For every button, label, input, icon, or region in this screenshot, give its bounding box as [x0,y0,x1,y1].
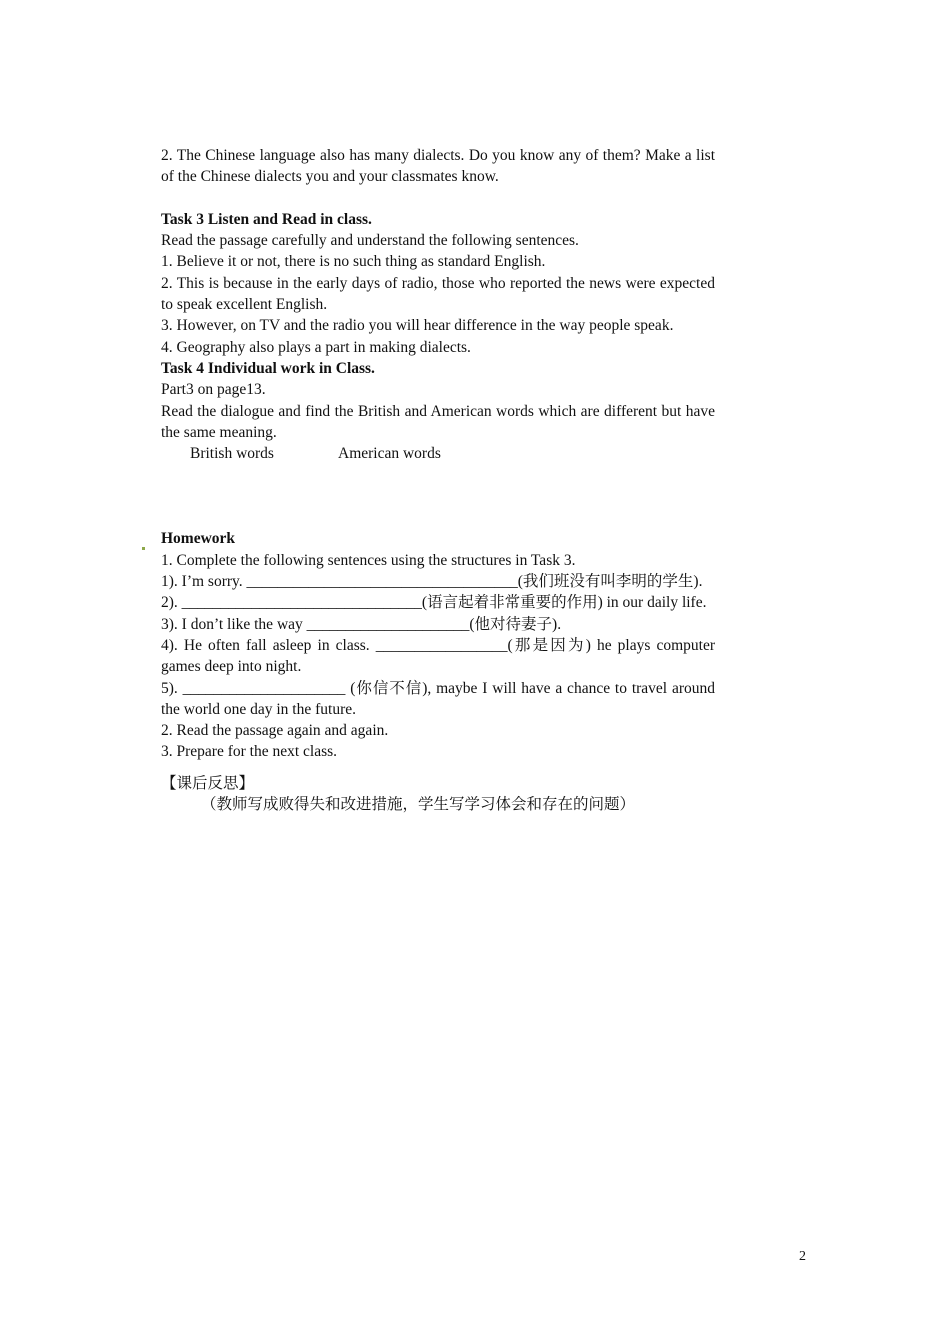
homework-item-2: 2. Read the passage again and again. [161,722,389,740]
task3-sentence-4: 4. Geography also plays a part in making dialects. [161,338,471,356]
page-number: 2 [799,1249,806,1264]
answer-space [161,464,715,528]
task4-heading: Task 4 Individual work in Class. [161,359,375,377]
task4-part: Part3 on page13. [161,381,266,399]
margin-marker [142,547,145,550]
task3-heading: Task 3 Listen and Read in class. [161,210,372,228]
task3-sentence-1: 1. Believe it or not, there is no such thing as standard English. [161,253,546,271]
task4-instruction: Read the dialogue and find the British and American words which are different but have the same meaning. [161,402,715,441]
task3-instruction: Read the passage carefully and understand the following sentences. [161,232,579,250]
british-words-header: British words [190,445,274,463]
document-page [161,145,715,815]
homework-sentence-5: 5). _____________________ (你信不信), maybe I will have a chance to travel around the world one day in the future. [161,679,715,718]
homework-item-3: 3. Prepare for the next class. [161,743,338,761]
task3-sentence-2 [161,273,715,316]
spacer [161,188,715,209]
task3-sentence-2-text: 2. This is because in the early days of radio, those who reported the news were expected to speak excellent English. [161,274,715,314]
american-words-header: American words [338,445,441,463]
word-table-header [161,443,715,464]
reflection-heading: 【课后反思】 [161,774,255,792]
question-2-intro: 2. The Chinese language also has many dialects. Do you know any of them? Make a list of the Chinese dialects you and your classmates know. [161,147,715,186]
homework-sentence-1: 1). I’m sorry. ___________________________________(我们班没有叫李明的学生). [161,573,703,591]
homework-sentence-4: 4). He often fall asleep in class. _________________(那是因为) he plays computer games deep into night. [161,636,715,676]
homework-item-1: 1. Complete the following sentences using the structures in Task 3. [161,551,576,569]
reflection-section [161,773,715,816]
homework-sentence-2: 2). _______________________________(语言起着非常重要的作用) in our daily life. [161,594,707,612]
task3-sentence-3: 3. However, on TV and the radio you will hear difference in the way people speak. [161,317,674,335]
homework-sentence-3: 3). I don’t like the way _____________________(他对待妻子). [161,615,562,633]
reflection-note: （教师写成败得失和改进措施，学生写学习体会和存在的问题） [201,796,636,814]
homework-heading: Homework [161,530,236,548]
